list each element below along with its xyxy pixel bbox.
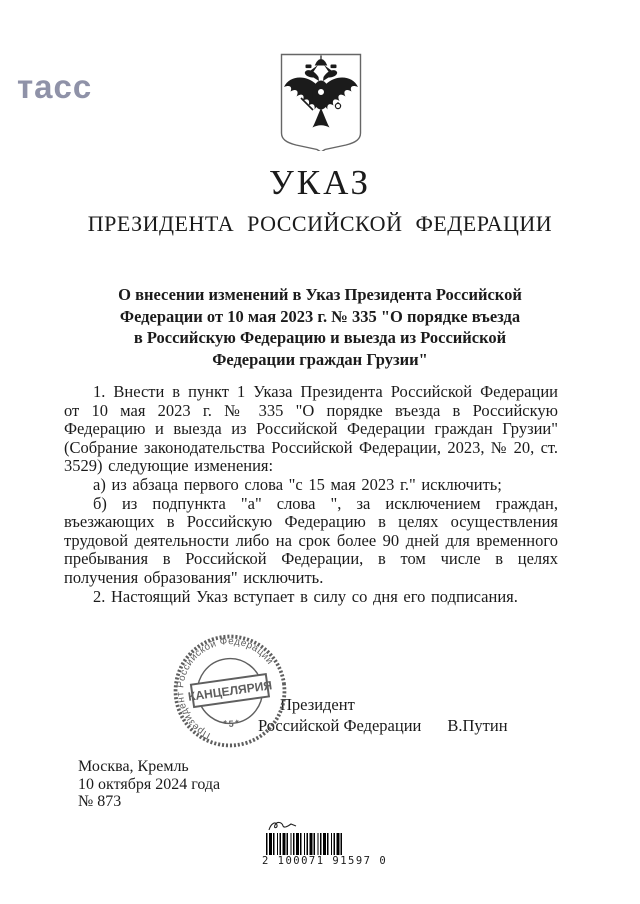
stamp-bottom-text: * 5 *	[222, 717, 241, 729]
paragraph-2: 2. Настоящий Указ вступает в силу со дня его подписания.	[93, 586, 518, 606]
tass-logo: тасс	[17, 68, 93, 105]
barcode-bars	[266, 833, 342, 855]
russia-coat-of-arms-icon	[280, 53, 362, 151]
stamp-center-text: КАНЦЕЛЯРИЯ	[187, 678, 273, 704]
stamp-ring-text: Президент Российской Федерации	[175, 636, 276, 741]
signature-title-line1: Президент	[280, 695, 355, 714]
signature-title-line2: Российской Федерации	[258, 716, 422, 735]
decree-number: № 873	[78, 793, 122, 810]
paragraph-1: 1. Внести в пункт 1 Указа Президента Российской Федерации от 10 мая 2023 г. № 335 "О порядке въезда в Российскую Федерацию и выезда из Российской Федерации граждан Грузии" (Собрание законодательства Российской Федерации, 2023, № 20, ст. 3529) следующие изменения:	[64, 382, 558, 476]
issue-place: Москва, Кремль	[78, 758, 189, 775]
signatory-name: В.Путин	[447, 716, 508, 735]
decree-title-line: Федерации от 10 мая 2023 г. № 335 "О порядке въезда	[119, 306, 521, 326]
doc-type-title: УКАЗ	[268, 163, 372, 202]
paragraph-1b: б) из подпункта "а" слова ", за исключением граждан, въезжающих в Российскую Федерацию в целях осуществления трудовой деятельности либо на срок более 90 дней для временного пребывания в Российской Федерации, в том числе в целях получения образования" исключить.	[64, 493, 558, 587]
doc-issuer: ПРЕЗИДЕНТА РОССИЙСКОЙ ФЕДЕРАЦИИ	[87, 211, 553, 236]
issue-date: 10 октября 2024 года	[78, 775, 221, 793]
decree-body	[64, 383, 558, 606]
decree-title-line: О внесении изменений в Указ Президента Российской	[118, 285, 522, 304]
decree-title-line: в Российскую Федерацию и выезда из Российской	[133, 328, 507, 347]
decree-title-line: Федерации граждан Грузии"	[212, 349, 428, 369]
pen-mark-icon	[268, 819, 298, 833]
barcode-digits: 2 100071 91597 0	[262, 855, 388, 867]
decree-title	[0, 284, 640, 370]
paragraph-1a: а) из абзаца первого слова "с 15 мая 2023 г." исключить;	[93, 474, 502, 494]
issue-details	[78, 758, 220, 811]
chancellery-stamp	[159, 620, 301, 762]
